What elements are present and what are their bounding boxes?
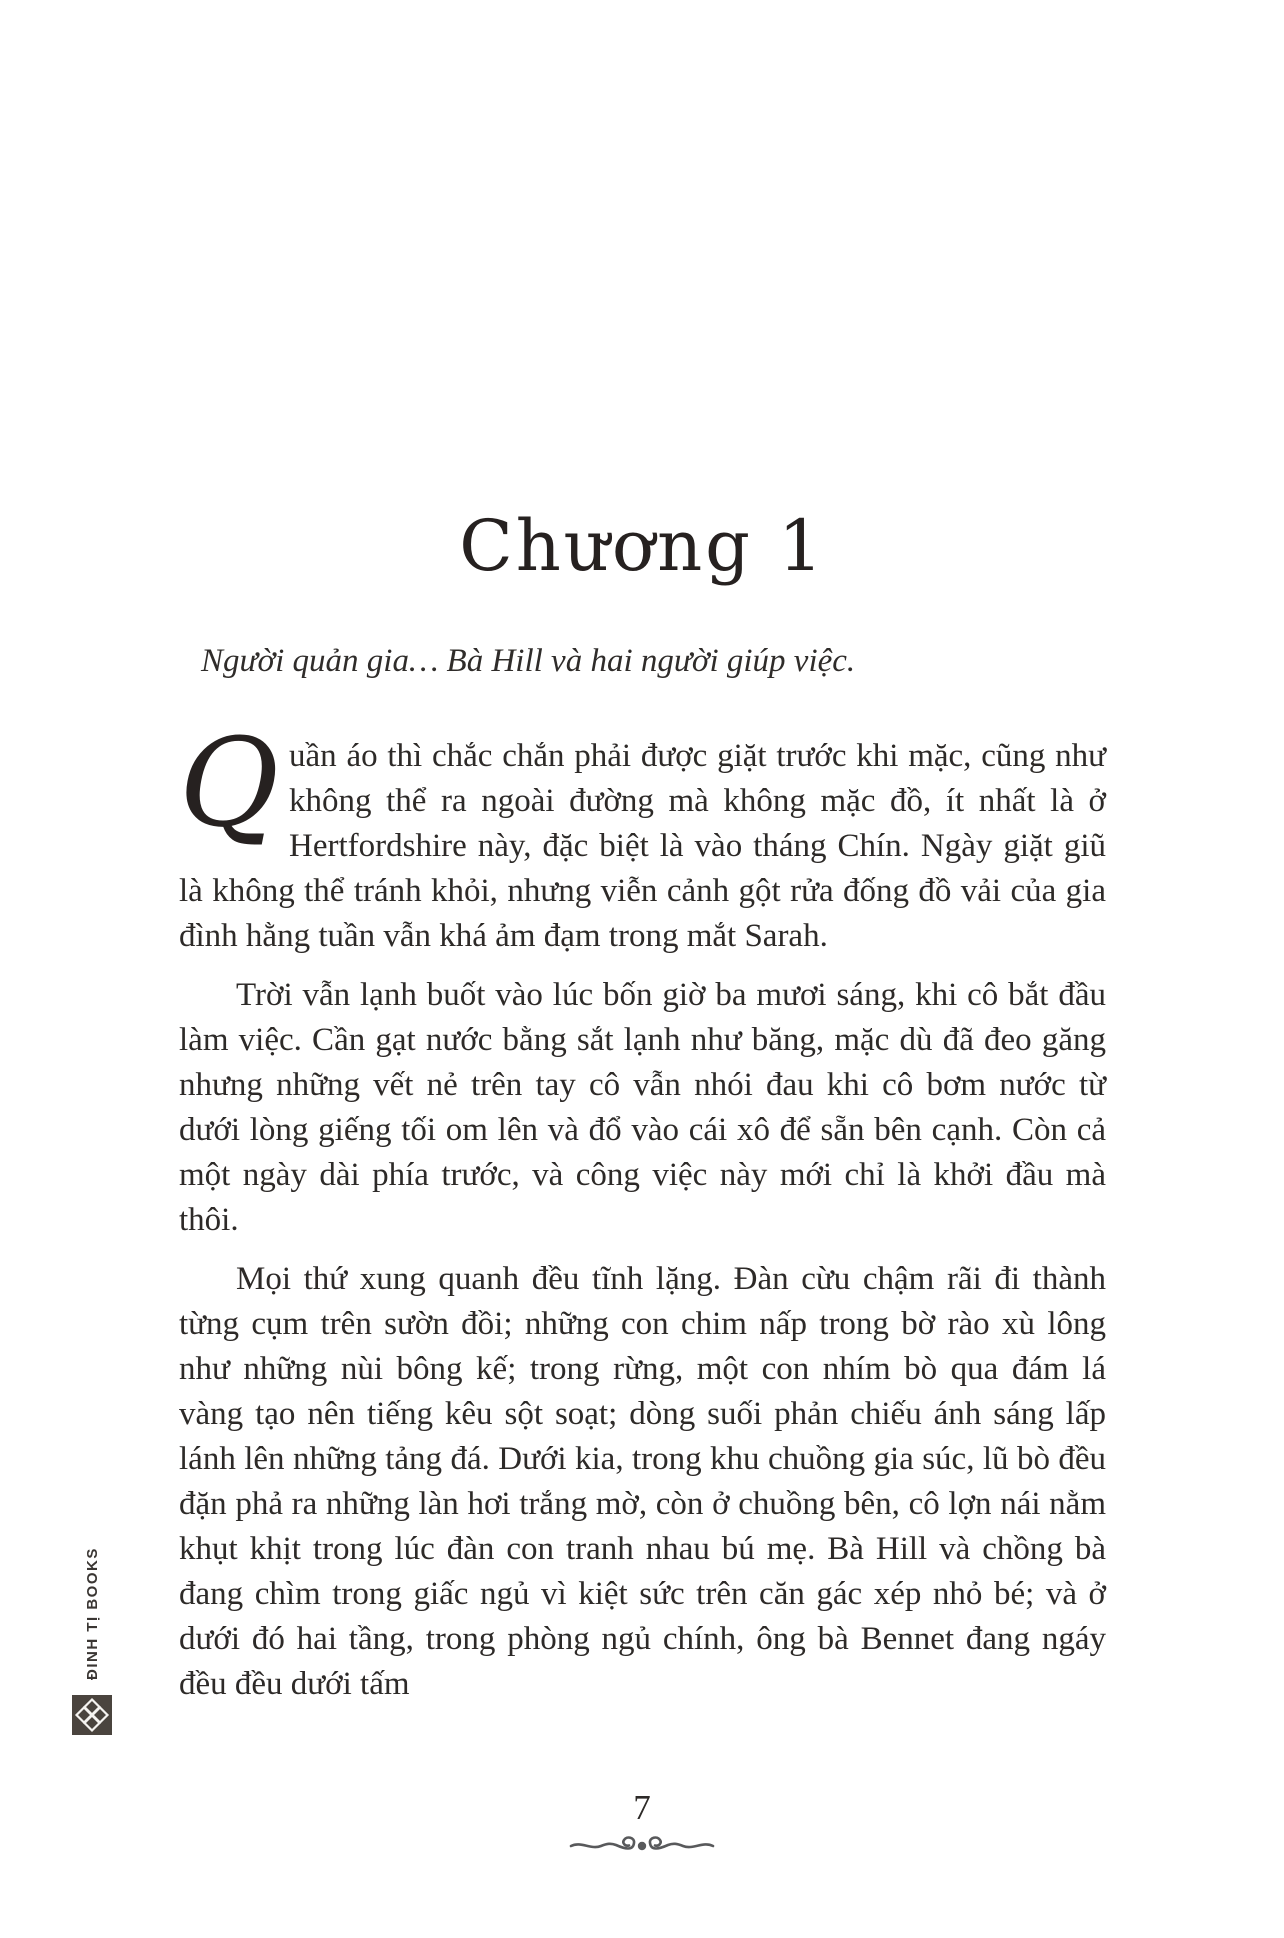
chapter-title: Chương 1 xyxy=(459,505,826,587)
page-footer xyxy=(0,1788,1284,1858)
publisher-spine xyxy=(66,1547,118,1735)
publisher-name: ĐINH TỊ BOOKS xyxy=(83,1547,101,1680)
epigraph: Người quản gia… Bà Hill và hai người giúp việc. xyxy=(201,643,856,679)
publisher-logo-icon xyxy=(72,1695,112,1735)
paragraph-1-text: uần áo thì chắc chắn phải được giặt trước khi mặc, cũng như không thể ra ngoài đường mà không mặc đồ, ít nhất là ở Hertfordshire này, đặc biệt là vào tháng Chín. Ngày giặt giũ là không thể tránh khỏi, nhưng viễn cảnh gột rửa đống đồ vải của gia đình hằng tuần vẫn khá ảm đạm trong mắt Sarah. xyxy=(179,738,1106,955)
paragraph-2: Trời vẫn lạnh buốt vào lúc bốn giờ ba mươi sáng, khi cô bắt đầu làm việc. Cần gạt nước bằng sắt lạnh như băng, mặc dù đã đeo găng nhưng những vết nẻ trên tay cô vẫn nhói đau khi cô bơm nước từ dưới lòng giếng tối om lên và đổ vào cái xô để sẵn bên cạnh. Còn cả một ngày dài phía trước, và công việc này mới chỉ là khởi đầu mà thôi. xyxy=(179,977,1106,1239)
paragraph-3: Mọi thứ xung quanh đều tĩnh lặng. Đàn cừu chậm rãi đi thành từng cụm trên sườn đồi; những con chim nấp trong bờ rào xù lông như những nùi bông kế; trong rừng, một con nhím bò qua đám lá vàng tạo nên tiếng kêu sột soạt; dòng suối phản chiếu ánh sáng lấp lánh lên những tảng đá. Dưới kia, trong khu chuồng gia súc, lũ bò đều đặn phả ra những làn hơi trắng mờ, còn ở chuồng bên, cô lợn nái nằm khụt khịt trong lúc đàn con tranh nhau bú mẹ. Bà Hill và chồng bà đang chìm trong giấc ngủ vì kiệt sức trên căn gác xép nhỏ bé; và ở dưới đó hai tầng, trong phòng ngủ chính, ông bà Bennet đang ngáy đều đều dưới tấm xyxy=(179,1261,1106,1703)
drop-cap: Q xyxy=(179,712,280,855)
paragraph-1 xyxy=(179,712,1106,959)
page-number: 7 xyxy=(633,1788,651,1827)
swirl-divider-icon xyxy=(0,1832,1284,1858)
page-content xyxy=(179,0,1106,1707)
